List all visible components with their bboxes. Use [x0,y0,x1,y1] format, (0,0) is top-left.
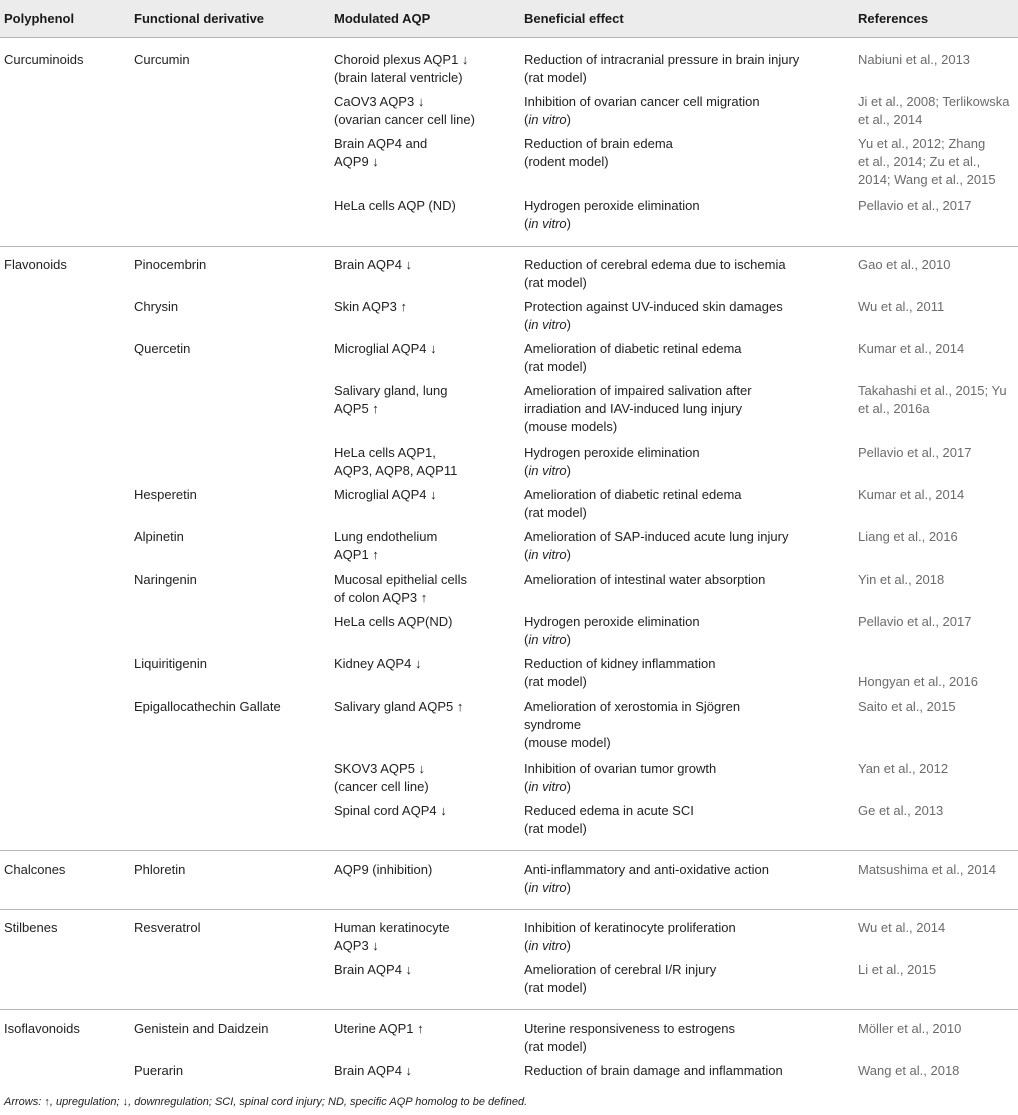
in-vitro-emphasis: in vitro [528,632,567,647]
in-vitro-emphasis: in vitro [528,112,567,127]
header-functional-derivative: Functional derivative [134,11,265,26]
beneficial-effect-cell: Reduction of kidney inflammation (rat model) [524,656,716,689]
reference-cell: Kumar et al., 2014 [858,341,965,356]
reference-cell: Saito et al., 2015 [858,699,956,714]
header-modulated-aqp: Modulated AQP [334,11,431,26]
derivative-cell: Genistein and Daidzein [134,1021,269,1036]
group-divider [0,850,1018,851]
modulated-aqp-cell: Brain AQP4 ↓ [334,962,413,977]
beneficial-effect-cell: Anti-inflammatory and anti-oxidative action (in vitro) [524,862,769,895]
beneficial-effect-cell: Inhibition of ovarian tumor growth (in vitro) [524,761,717,794]
beneficial-effect-cell: Amelioration of SAP-induced acute lung injury (in vitro) [524,529,789,562]
beneficial-effect-cell: Amelioration of cerebral I/R injury (rat model) [524,962,717,995]
modulated-aqp-cell: Human keratinocyte AQP3 ↓ [334,920,450,953]
reference-cell: Liang et al., 2016 [858,529,958,544]
beneficial-effect-cell: Amelioration of diabetic retinal edema (rat model) [524,341,742,374]
modulated-aqp-cell: Choroid plexus AQP1 ↓ (brain lateral ventricle) [334,52,469,85]
in-vitro-emphasis: in vitro [528,317,567,332]
derivative-cell: Resveratrol [134,920,201,935]
polyphenol-cell: Isoflavonoids [4,1021,80,1036]
modulated-aqp-cell: Spinal cord AQP4 ↓ [334,803,447,818]
modulated-aqp-cell: Mucosal epithelial cells of colon AQP3 ↑ [334,572,467,605]
reference-cell: Wu et al., 2014 [858,920,946,935]
reference-cell: Pellavio et al., 2017 [858,614,972,629]
beneficial-effect-cell: Amelioration of intestinal water absorption [524,572,766,587]
modulated-aqp-cell: Microglial AQP4 ↓ [334,487,437,502]
beneficial-effect-cell: Hydrogen peroxide elimination (in vitro) [524,198,700,231]
reference-cell: Takahashi et al., 2015; Yu et al., 2016a [858,383,1007,416]
modulated-aqp-cell: CaOV3 AQP3 ↓ (ovarian cancer cell line) [334,94,475,127]
group-divider [0,1009,1018,1010]
polyphenol-cell: Flavonoids [4,257,67,272]
derivative-cell: Pinocembrin [134,257,207,272]
beneficial-effect-cell: Amelioration of impaired salivation after irradiation and IAV-induced lung injury (mouse models) [524,383,752,434]
reference-cell: Gao et al., 2010 [858,257,951,272]
header-polyphenol: Polyphenol [4,11,75,26]
modulated-aqp-cell: Brain AQP4 ↓ [334,1063,413,1078]
derivative-cell: Naringenin [134,572,197,587]
reference-cell: Yin et al., 2018 [858,572,945,587]
modulated-aqp-cell: Microglial AQP4 ↓ [334,341,437,356]
derivative-cell: Liquiritigenin [134,656,207,671]
reference-cell: Yu et al., 2012; Zhang et al., 2014; Zu et al., 2014; Wang et al., 2015 [858,136,996,187]
modulated-aqp-cell: Lung endothelium AQP1 ↑ [334,529,438,562]
beneficial-effect-cell: Reduced edema in acute SCI (rat model) [524,803,694,836]
group-divider [0,909,1018,910]
beneficial-effect-cell: Hydrogen peroxide elimination (in vitro) [524,614,700,647]
polyphenol-cell: Stilbenes [4,920,58,935]
derivative-cell: Hesperetin [134,487,197,502]
derivative-cell: Alpinetin [134,529,184,544]
in-vitro-emphasis: in vitro [528,463,567,478]
beneficial-effect-cell: Inhibition of ovarian cancer cell migration (in vitro) [524,94,760,127]
in-vitro-emphasis: in vitro [528,547,567,562]
derivative-cell: Curcumin [134,52,190,67]
derivative-cell: Phloretin [134,862,186,877]
modulated-aqp-cell: HeLa cells AQP1, AQP3, AQP8, AQP11 [334,445,458,478]
in-vitro-emphasis: in vitro [528,880,567,895]
table-header-row [0,0,1018,38]
modulated-aqp-cell: Salivary gland, lung AQP5 ↑ [334,383,448,416]
reference-cell: Pellavio et al., 2017 [858,198,972,213]
header-beneficial-effect: Beneficial effect [524,11,624,26]
derivative-cell: Quercetin [134,341,191,356]
modulated-aqp-cell: Brain AQP4 ↓ [334,257,413,272]
reference-cell: Ge et al., 2013 [858,803,944,818]
polyphenol-cell: Curcuminoids [4,52,84,67]
beneficial-effect-cell: Reduction of cerebral edema due to ischemia (rat model) [524,257,786,290]
polyphenol-cell: Chalcones [4,862,66,877]
beneficial-effect-cell: Reduction of brain edema (rodent model) [524,136,673,169]
reference-cell: Hongyan et al., 2016 [858,674,978,689]
reference-cell: Möller et al., 2010 [858,1021,962,1036]
in-vitro-emphasis: in vitro [528,938,567,953]
reference-cell: Matsushima et al., 2014 [858,862,997,877]
derivative-cell: Epigallocathechin Gallate [134,699,281,714]
modulated-aqp-cell: Kidney AQP4 ↓ [334,656,422,671]
beneficial-effect-cell: Amelioration of xerostomia in Sjögren syndrome (mouse model) [524,699,741,750]
derivative-cell: Chrysin [134,299,179,314]
reference-cell: Kumar et al., 2014 [858,487,965,502]
derivative-cell: Puerarin [134,1063,184,1078]
in-vitro-emphasis: in vitro [528,779,567,794]
header-references: References [858,11,929,26]
modulated-aqp-cell: Skin AQP3 ↑ [334,299,407,314]
table-footnote: Arrows: ↑, upregulation; ↓, downregulation; SCI, spinal cord injury; ND, specific AQP homolog to be defined. [4,1096,528,1108]
beneficial-effect-cell: Reduction of intracranial pressure in brain injury (rat model) [524,52,800,85]
reference-cell: Ji et al., 2008; Terlikowska et al., 2014 [858,94,1010,127]
beneficial-effect-cell: Inhibition of keratinocyte proliferation (in vitro) [524,920,736,953]
reference-cell: Nabiuni et al., 2013 [858,52,971,67]
reference-cell: Wu et al., 2011 [858,299,945,314]
modulated-aqp-cell: HeLa cells AQP(ND) [334,614,453,629]
beneficial-effect-cell: Protection against UV-induced skin damages (in vitro) [524,299,783,332]
reference-cell: Pellavio et al., 2017 [858,445,972,460]
modulated-aqp-cell: HeLa cells AQP (ND) [334,198,456,213]
group-divider [0,246,1018,247]
beneficial-effect-cell: Amelioration of diabetic retinal edema (rat model) [524,487,742,520]
reference-cell: Li et al., 2015 [858,962,937,977]
modulated-aqp-cell: Brain AQP4 and AQP9 ↓ [334,136,428,169]
modulated-aqp-cell: Uterine AQP1 ↑ [334,1021,424,1036]
beneficial-effect-cell: Reduction of brain damage and inflammation [524,1063,783,1078]
modulated-aqp-cell: Salivary gland AQP5 ↑ [334,699,464,714]
modulated-aqp-cell: SKOV3 AQP5 ↓ (cancer cell line) [334,761,429,794]
beneficial-effect-cell: Hydrogen peroxide elimination (in vitro) [524,445,700,478]
reference-cell: Yan et al., 2012 [858,761,949,776]
reference-cell: Wang et al., 2018 [858,1063,960,1078]
modulated-aqp-cell: AQP9 (inhibition) [334,862,433,877]
beneficial-effect-cell: Uterine responsiveness to estrogens (rat model) [524,1021,736,1054]
in-vitro-emphasis: in vitro [528,216,567,231]
